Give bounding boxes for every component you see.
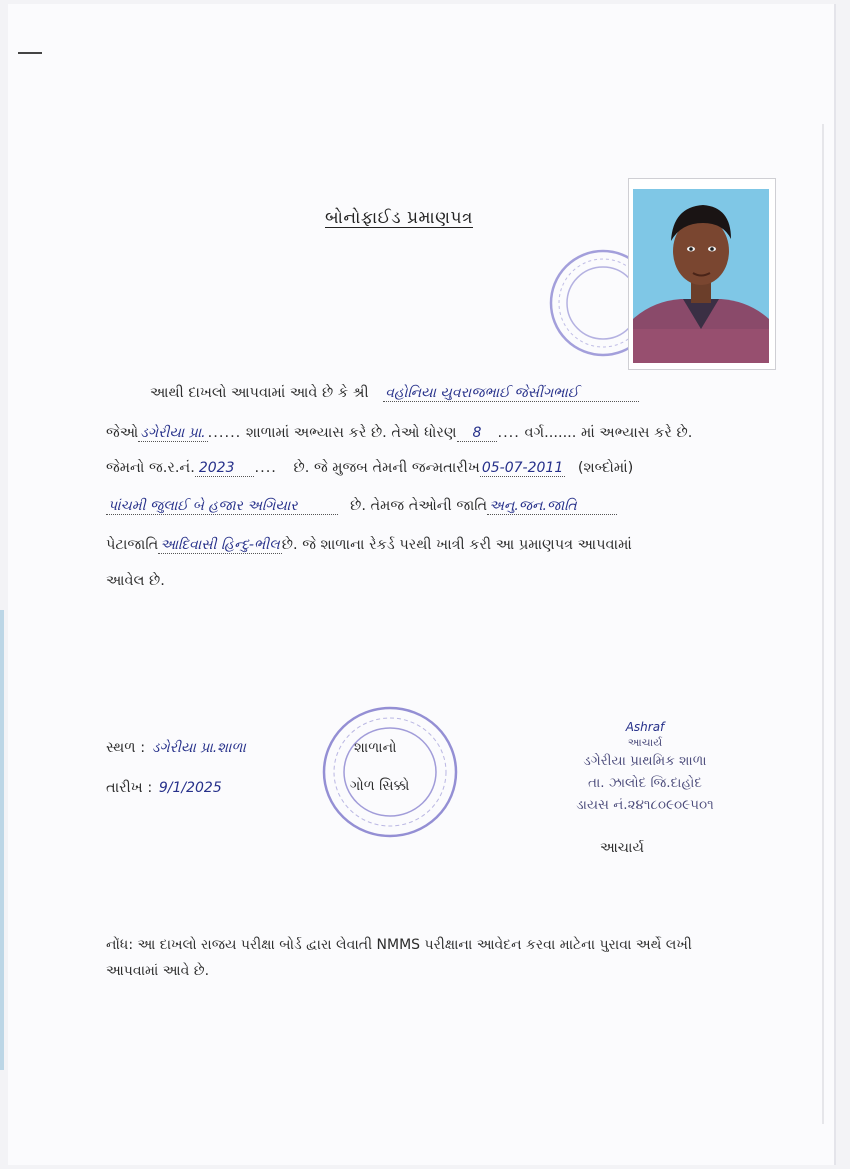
date-label: તારીખ :: [106, 780, 153, 796]
cert-line-4: [106, 498, 617, 514]
principal-label: આચાર્ય: [600, 840, 644, 856]
principal-stamp-line3: તા. ઝાલોદ જિ.દાહોદ: [588, 775, 702, 791]
cert-line-2: જેઓ ડગેરીયા પ્રા. ...... શાળામાં અભ્યાસ કરે છે. તેઓ ધોરણ 8 .... વર્ગ....... માં અભ્યાસ કરે છે.: [106, 425, 693, 441]
student-photo-frame: [628, 178, 776, 370]
date-line: [106, 780, 224, 796]
seal-label-2: ગોળ સિક્કો: [350, 778, 410, 794]
caste-value: અનુ.જન.જાતિ: [487, 498, 617, 515]
principal-stamp: [540, 718, 750, 816]
student-name: વહોનિયા યુવરાજભાઈ જેસીંગભાઈ: [383, 385, 638, 402]
line2-end: વર્ગ....... માં અભ્યાસ કરે છે.: [524, 425, 693, 441]
page-edge: [822, 124, 824, 1124]
seal-label-1: શાળાનો: [354, 740, 397, 756]
place-value: ડગેરીયા પ્રા.શાળા: [151, 740, 246, 756]
gr-number: 2023: [195, 460, 255, 477]
margin-mark: [18, 52, 42, 54]
date-value: 9/1/2025: [158, 780, 222, 796]
line5-prefix: પેટાજાતિ: [106, 537, 159, 553]
principal-stamp-line4: ડાયસ નં.૨૪૧૮૦૯૦૯૫૦૧: [576, 797, 714, 813]
footnote: નોંધ: આ દાખલો રાજય પરીક્ષા બોર્ડ દ્વારા લેવાતી NMMS પરીક્ષાના આવેદન કરવા માટેના પુરાવા અર્થે લખી આપવામાં આવે છે.: [106, 937, 692, 979]
principal-stamp-line2: ડગેરીયા પ્રાથમિક શાળા: [583, 753, 707, 769]
sub-caste-value: આદિવાસી હિન્દુ-ભીલ: [160, 537, 280, 553]
standard-value: 8: [457, 425, 498, 442]
line2-prefix: જેઓ: [106, 425, 139, 441]
principal-stamp-line1: આચાર્ય: [627, 736, 663, 749]
birth-date: 05-07-2011: [481, 460, 564, 476]
student-photo: [633, 189, 769, 363]
cert-line-3: જેમનો જ.ર.નં. 2023 .... છે. જે મુજબ તેમની જન્મતારીખ 05-07-2011 (શબ્દોમાં): [106, 460, 634, 476]
school-round-seal: [320, 704, 460, 840]
place-label: સ્થળ :: [106, 740, 146, 756]
birth-date-words: પાંચમી જુલાઈ બે હજાર અગિયાર: [106, 498, 338, 515]
line3-prefix: જેમનો જ.ર.નં.: [106, 460, 195, 476]
line2-mid: શાળામાં અભ્યાસ કરે છે. તેઓ ધોરણ: [245, 425, 457, 441]
scan-edge: [0, 610, 4, 1070]
line3-end: (શબ્દોમાં): [577, 460, 634, 476]
place-line: [106, 740, 248, 756]
line5-end: છે. જે શાળાના રેકર્ડ પરથી ખાત્રી કરી આ પ્રમાણપત્ર આપવામાં: [281, 537, 632, 553]
certificate-title: બોનોફાઈડ પ્રમાણપત્ર: [325, 208, 473, 228]
cert-line-1: [150, 385, 639, 401]
line1-text: આથી દાખલો આપવામાં આવે છે કે શ્રી: [150, 385, 369, 401]
line3-mid: છે. જે મુજબ તેમની જન્મતારીખ: [293, 460, 480, 476]
school-short-name: ડગેરીયા પ્રા.: [140, 425, 206, 441]
principal-signature: Ashraf: [625, 720, 665, 734]
line4-mid: છે. તેમજ તેઓની જાતિ: [350, 498, 488, 514]
cert-line-6: [106, 573, 165, 589]
line6-text: આવેલ છે.: [106, 573, 165, 589]
cert-line-5: [106, 537, 632, 553]
